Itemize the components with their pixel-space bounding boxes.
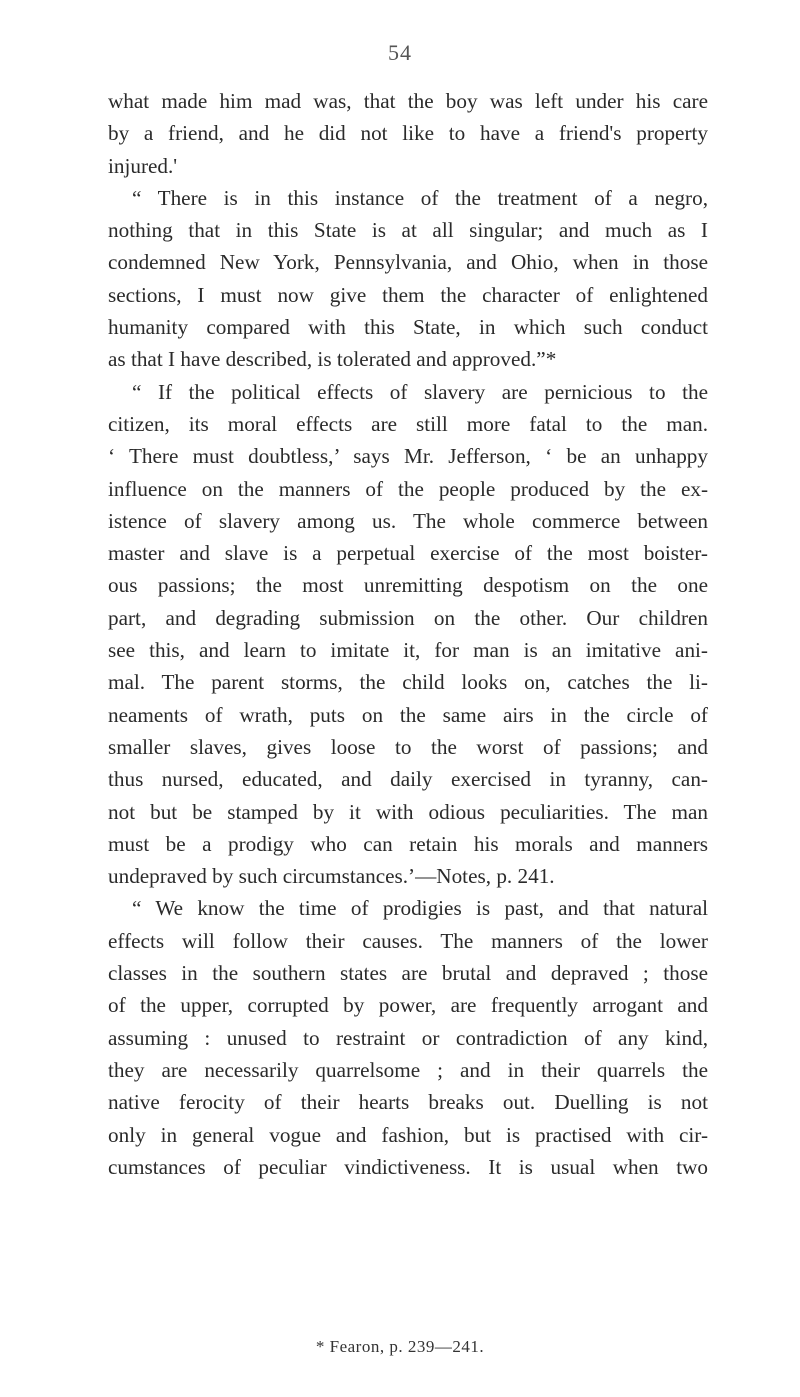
text-line: undepraved by such circumstances.’—Notes, p. 241. xyxy=(108,864,555,889)
text-line: ous passions; the most unremitting despotism on the one xyxy=(108,573,708,598)
text-line: “ If the political effects of slavery are pernicious to the xyxy=(132,379,708,404)
text-line: citizen, its moral effects are still more fatal to the man. xyxy=(108,411,708,436)
text-line: classes in the southern states are brutal and depraved ; those xyxy=(108,961,708,986)
text-line: see this, and learn to imitate it, for man is an imitative ani- xyxy=(108,638,708,663)
text-line: smaller slaves, gives loose to the worst of passions; and xyxy=(108,734,708,759)
text-line: not but be stamped by it with odious peculiarities. The man xyxy=(108,799,708,824)
text-line: mal. The parent storms, the child looks on, catches the li- xyxy=(108,670,708,695)
text-line: as that I have described, is tolerated and approved.”* xyxy=(108,347,557,372)
text-line: thus nursed, educated, and daily exercised in tyranny, can- xyxy=(108,767,708,792)
text-line: master and slave is a perpetual exercise of the most boister- xyxy=(108,541,708,566)
text-line: “ There is in this instance of the treatment of a negro, xyxy=(132,185,708,210)
text-line: must be a prodigy who can retain his morals and manners xyxy=(108,831,708,856)
text-line: by a friend, and he did not like to have a friend's property xyxy=(108,121,708,146)
text-line: injured.' xyxy=(108,153,178,178)
page-number: 54 xyxy=(388,40,412,65)
text-line: only in general vogue and fashion, but is practised with cir- xyxy=(108,1122,708,1147)
text-line: condemned New York, Pennsylvania, and Ohio, when in those xyxy=(108,250,708,275)
text-line: humanity compared with this State, in which such conduct xyxy=(108,315,708,340)
text-line: they are necessarily quarrelsome ; and in their quarrels the xyxy=(108,1057,708,1082)
text-line: ‘ There must doubtless,’ says Mr. Jefferson, ‘ be an unhappy xyxy=(108,444,708,469)
text-line: cumstances of peculiar vindictiveness. It is usual when two xyxy=(108,1154,708,1179)
text-line: of the upper, corrupted by power, are frequently arrogant and xyxy=(108,993,708,1018)
text-line: influence on the manners of the people produced by the ex- xyxy=(108,476,708,501)
text-line: nothing that in this State is at all singular; and much as I xyxy=(108,218,708,243)
text-line: neaments of wrath, puts on the same airs in the circle of xyxy=(108,702,708,727)
footnote: * Fearon, p. 239—241. xyxy=(315,1337,485,1356)
body-text xyxy=(108,85,708,1183)
text-line: istence of slavery among us. The whole commerce between xyxy=(108,508,708,533)
text-line: assuming : unused to restraint or contradiction of any kind, xyxy=(108,1025,708,1050)
text-line: native ferocity of their hearts breaks out. Duelling is not xyxy=(108,1090,708,1115)
text-line: sections, I must now give them the character of enlightened xyxy=(108,282,708,307)
text-line: effects will follow their causes. The manners of the lower xyxy=(108,928,708,953)
text-line: part, and degrading submission on the other. Our children xyxy=(108,605,708,630)
text-line: “ We know the time of prodigies is past, and that natural xyxy=(132,896,708,921)
text-line: what made him mad was, that the boy was left under his care xyxy=(108,89,708,113)
